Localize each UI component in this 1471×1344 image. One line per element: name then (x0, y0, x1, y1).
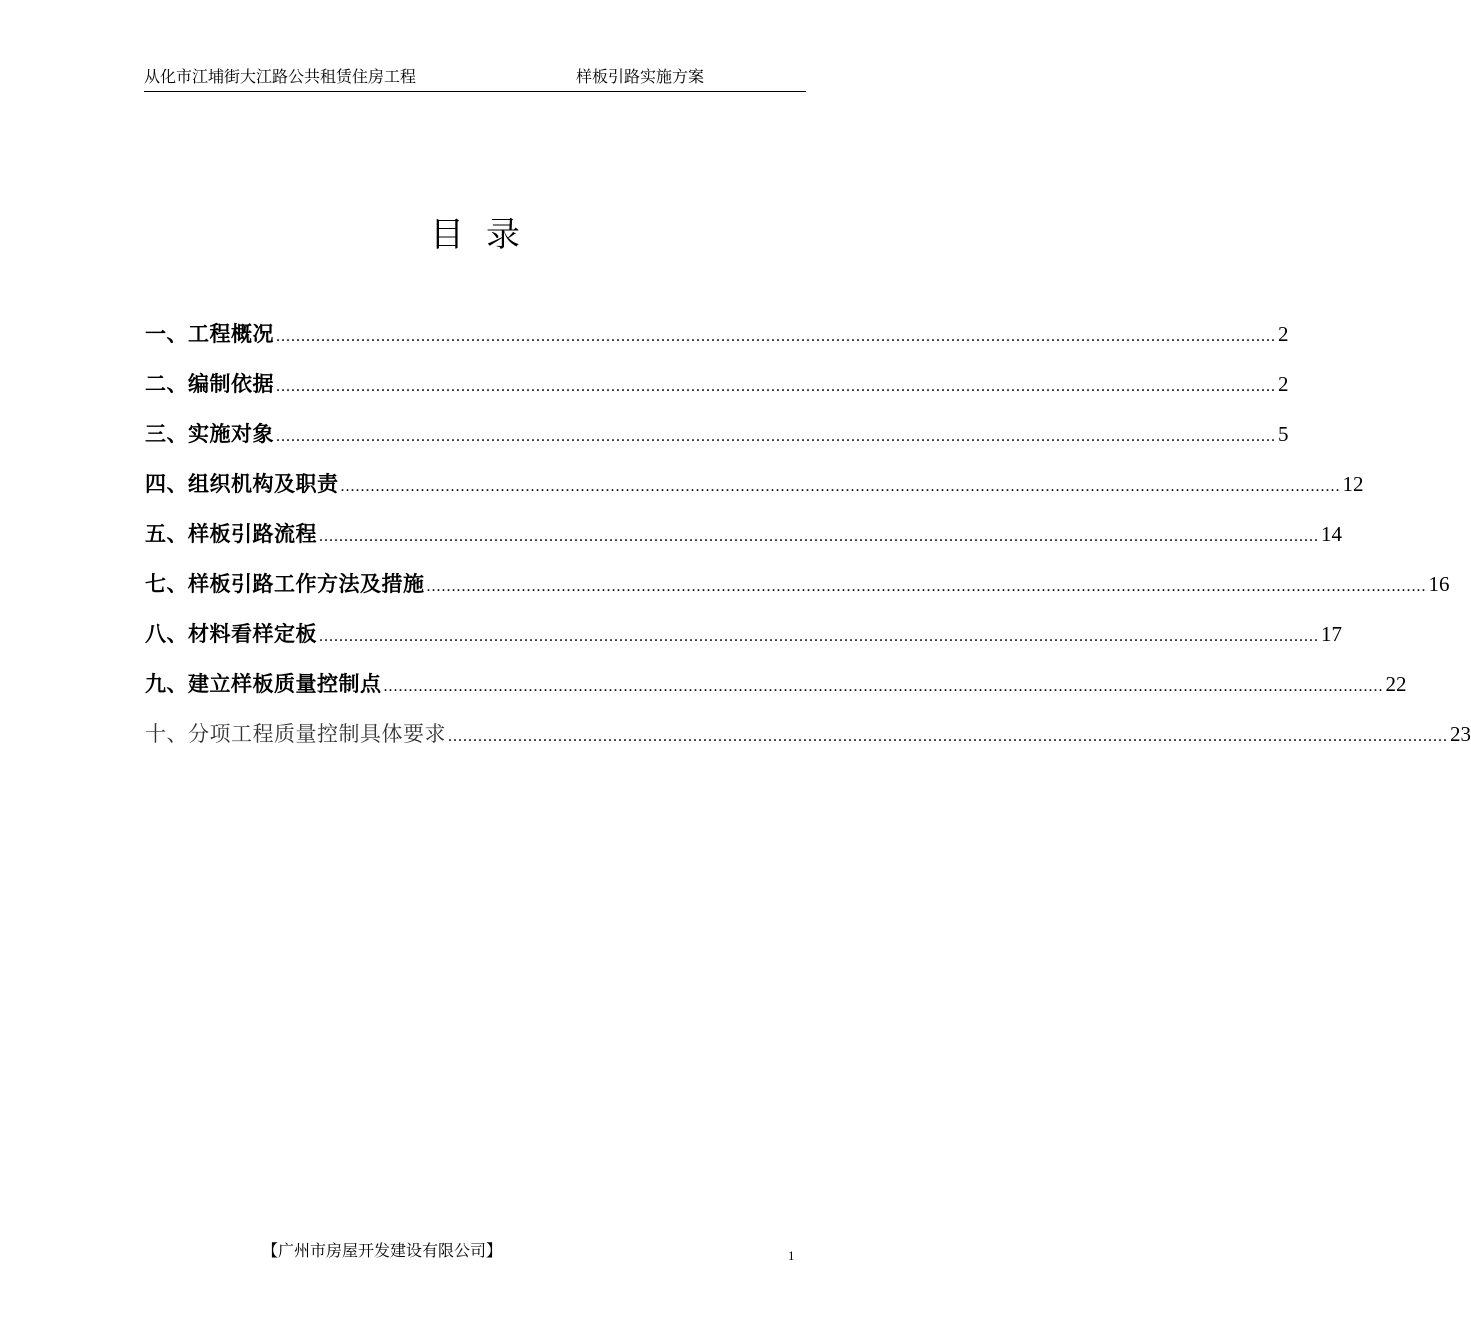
toc-entry[interactable] (145, 717, 1471, 767)
toc-leader-dots: ........................................................................................................................................................................................................ (426, 578, 1427, 595)
toc-leader-dots: ........................................................................................................................................................................................................ (276, 328, 1276, 345)
toc-entry-label: 三、实施对象 (145, 422, 274, 446)
toc-entry-label: 八、材料看样定板 (145, 622, 317, 646)
toc-entry-label: 一、工程概况 (145, 322, 274, 346)
toc-leader-dots: ........................................................................................................................................................................................................ (319, 628, 1319, 645)
toc-leader-dots: ........................................................................................................................................................................................................ (340, 478, 1341, 495)
page-header (144, 66, 806, 92)
toc-entry[interactable] (145, 667, 1407, 717)
toc-entry-label: 九、建立样板质量控制点 (145, 672, 382, 696)
toc-entry-label: 四、组织机构及职责 (145, 472, 339, 496)
toc-entry-page: 22 (1385, 672, 1407, 696)
header-project-name: 从化市江埔街大江路公共租赁住房工程 (144, 67, 417, 86)
toc-entry-page: 14 (1321, 522, 1342, 546)
toc-entry-label: 十、分项工程质量控制具体要求 (145, 722, 446, 746)
toc-leader-dots: ........................................................................................................................................................................................................ (276, 378, 1276, 395)
toc-entry-page: 23 (1450, 722, 1471, 746)
toc-entry-page: 5 (1278, 422, 1289, 446)
table-of-contents (145, 317, 1471, 767)
toc-entry[interactable] (145, 517, 1342, 567)
toc-entry[interactable] (145, 367, 1289, 417)
toc-entry-label: 二、编制依据 (145, 372, 274, 396)
toc-entry[interactable] (145, 567, 1450, 617)
toc-entry[interactable] (145, 467, 1364, 517)
header-document-name: 样板引路实施方案 (576, 67, 705, 86)
toc-entry-label: 七、样板引路工作方法及措施 (145, 572, 425, 596)
toc-entry-page: 2 (1278, 322, 1289, 346)
toc-entry-label: 五、样板引路流程 (145, 522, 317, 546)
toc-leader-dots: ........................................................................................................................................................................................................ (319, 528, 1319, 545)
toc-leader-dots: ........................................................................................................................................................................................................ (276, 428, 1276, 445)
page-number: 1 (788, 1248, 795, 1263)
toc-entry[interactable] (145, 317, 1289, 367)
toc-entry-page: 2 (1278, 372, 1289, 396)
toc-entry-page: 17 (1321, 622, 1342, 646)
toc-title: 目录 (430, 215, 542, 255)
footer-company: 【广州市房屋开发建设有限公司】 (262, 1241, 503, 1260)
toc-entry[interactable] (145, 617, 1342, 667)
toc-entry-page: 16 (1428, 572, 1450, 596)
toc-leader-dots: ........................................................................................................................................................................................................ (383, 678, 1384, 695)
toc-entry-page: 12 (1342, 472, 1364, 496)
toc-leader-dots: ........................................................................................................................................................................................................ (448, 728, 1448, 745)
toc-entry[interactable] (145, 417, 1289, 467)
